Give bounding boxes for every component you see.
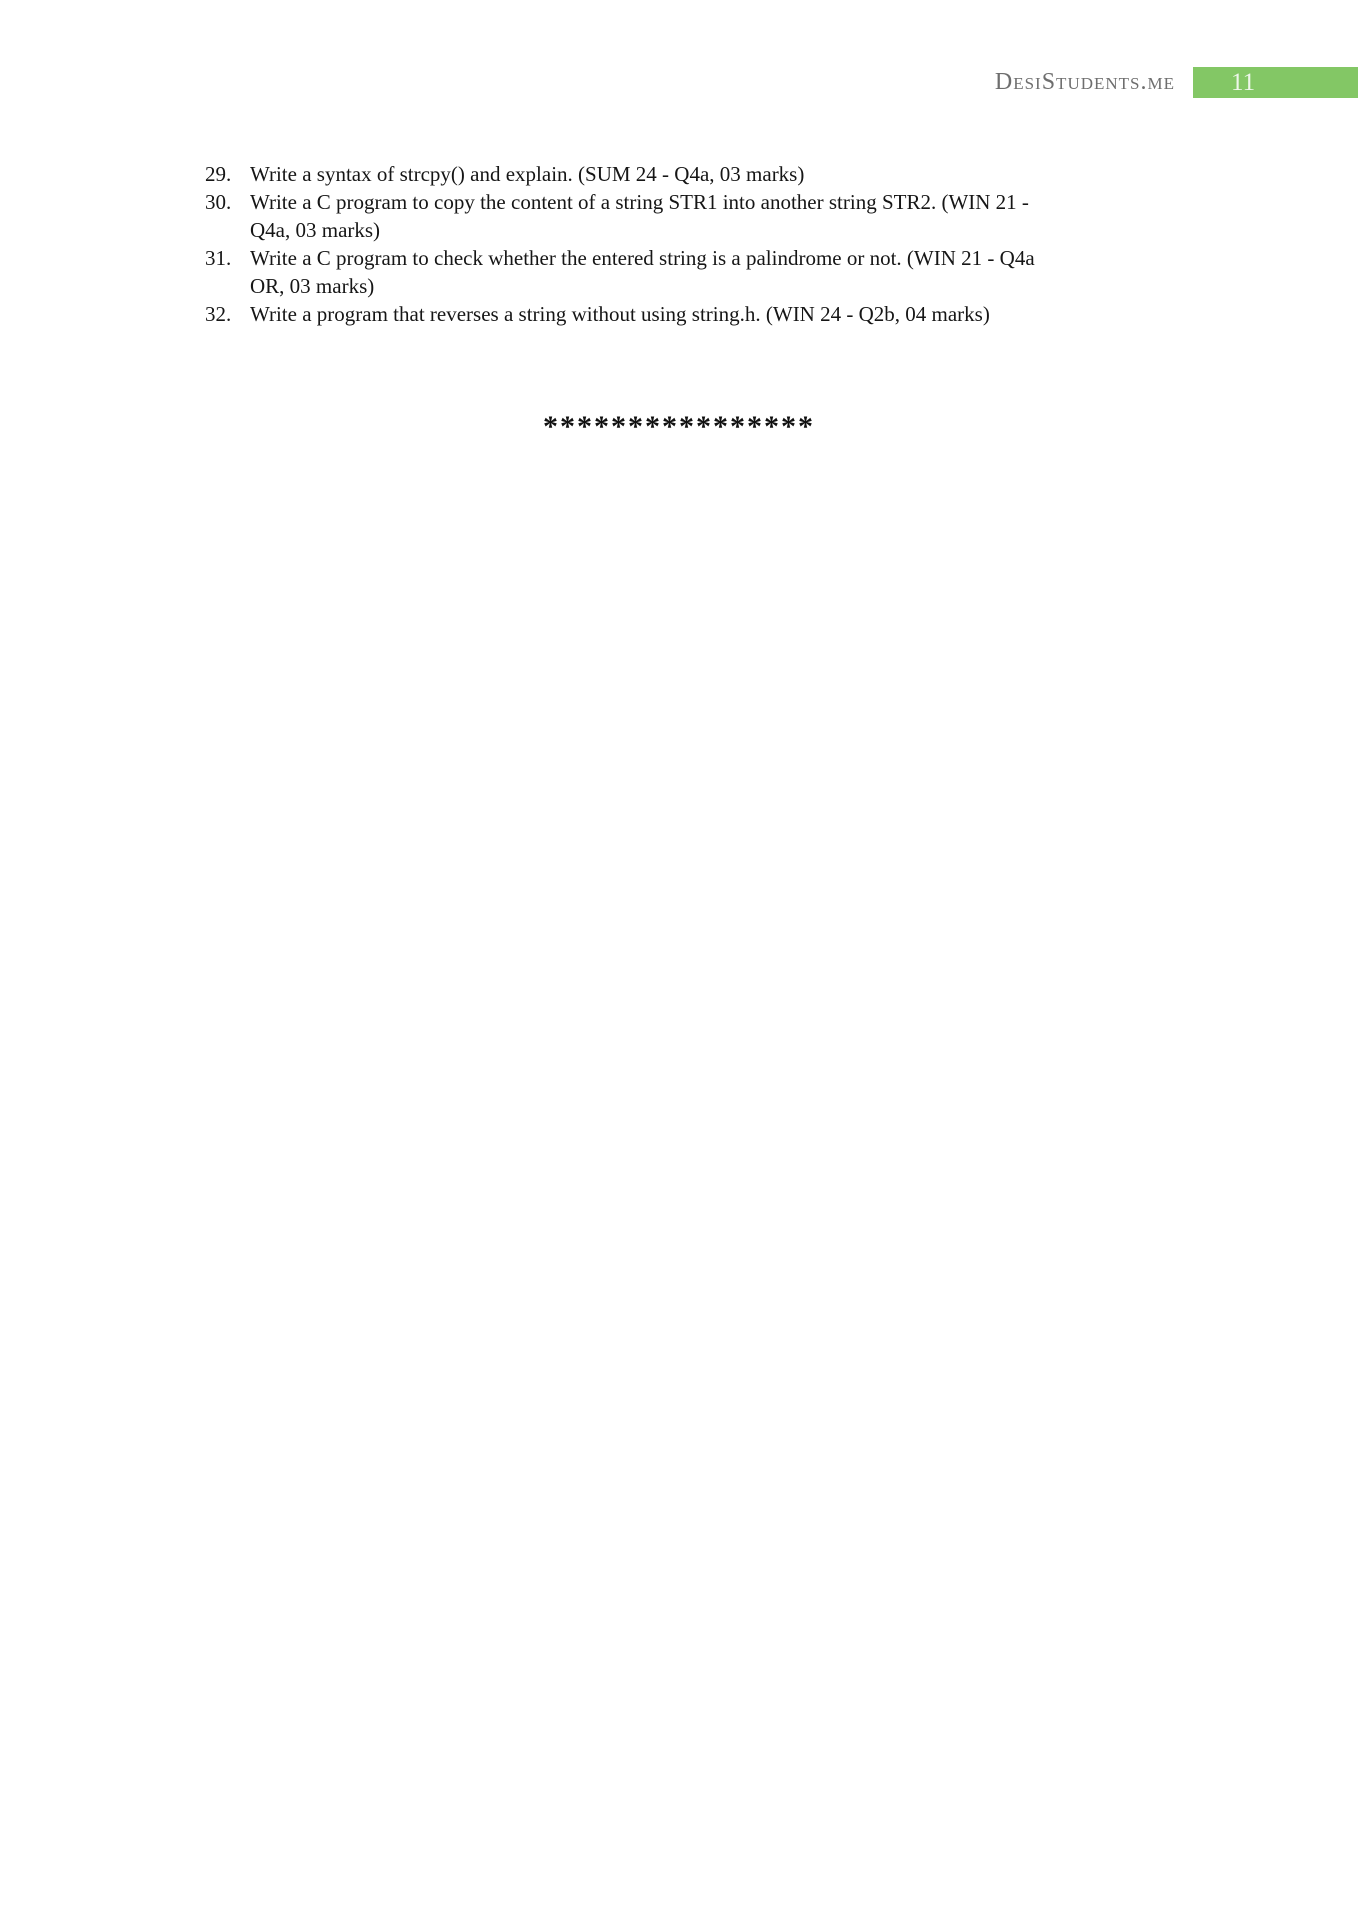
page-number: 11: [1231, 68, 1256, 96]
question-item-32: [205, 300, 1035, 328]
question-number: 32.: [205, 302, 232, 326]
question-item-30: [205, 188, 1035, 244]
question-text-line: OR, 03 marks): [250, 274, 375, 298]
question-text: [250, 188, 1029, 244]
question-item-29: [205, 160, 1035, 188]
question-text: [250, 300, 990, 328]
site-name-label: DesiStudents.me: [994, 68, 1175, 95]
question-text-line: Write a C program to copy the content of a string STR1 into another string STR2. (WIN 21 -: [250, 190, 1029, 214]
question-text: [250, 244, 1035, 300]
page-number-badge: [1193, 67, 1358, 98]
question-number: 29.: [205, 162, 232, 186]
question-text-line: Write a syntax of strcpy() and explain. (SUM 24 - Q4a, 03 marks): [250, 162, 805, 186]
question-text-line: Q4a, 03 marks): [250, 218, 381, 242]
question-text: [250, 160, 804, 188]
page-header: [0, 60, 1358, 104]
question-item-31: [205, 244, 1035, 300]
question-text-line: Write a C program to check whether the entered string is a palindrome or not. (WIN 21 - Q4a: [250, 246, 1035, 270]
question-text-line: Write a program that reverses a string without using string.h. (WIN 24 - Q2b, 04 marks): [250, 302, 990, 326]
question-number: 31.: [205, 246, 232, 270]
question-number: 30.: [205, 190, 232, 214]
asterisk-separator: ****************: [543, 410, 815, 443]
question-list: [205, 160, 1035, 328]
